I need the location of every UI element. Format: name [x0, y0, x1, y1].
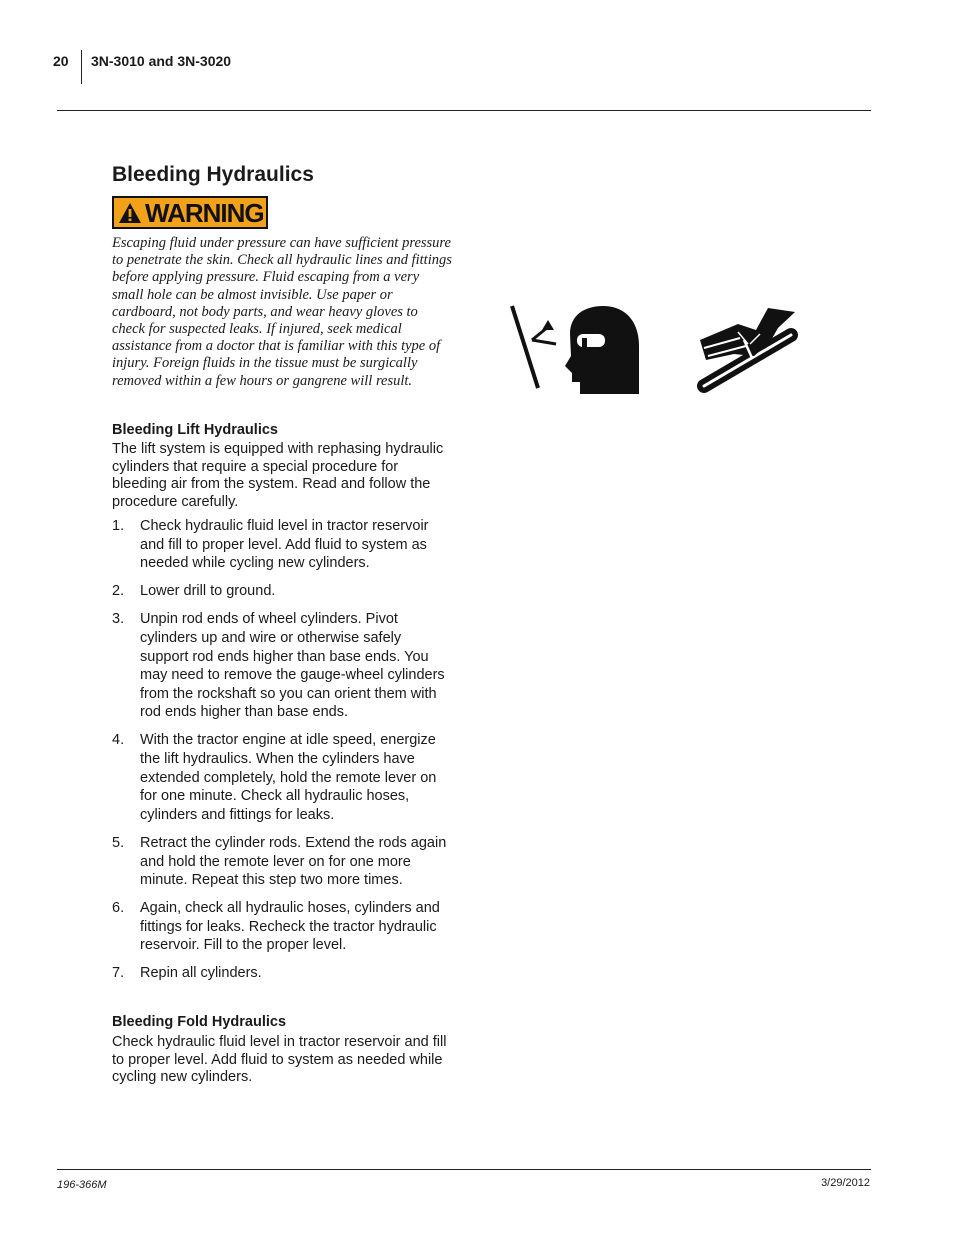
step-text: With the tractor engine at idle speed, energize the lift hydraulics. When the cylinders have extended completely, hold the remote lever on for one minute. Check all hydraulic hoses, cylinders and fittings for leaks.: [140, 732, 437, 823]
footer-rule: [57, 1169, 871, 1170]
warning-triangle-icon: [118, 202, 142, 224]
list-item: [112, 834, 452, 890]
lift-steps-list: [112, 517, 452, 993]
face-shield-icon: [512, 306, 639, 394]
list-item: [112, 964, 452, 983]
warning-badge: [112, 196, 268, 229]
step-number: 6.: [112, 900, 125, 917]
step-text: Repin all cylinders.: [140, 965, 262, 982]
step-text: Again, check all hydraulic hoses, cylinders and fittings for leaks. Recheck the tractor hydraulic reservoir. Fill to the proper level.: [140, 900, 440, 954]
step-number: 2.: [112, 583, 125, 600]
list-item: [112, 731, 452, 824]
header-rule: [57, 110, 871, 111]
page-number: 20: [53, 53, 69, 69]
list-item: [112, 517, 452, 573]
step-number: 1.: [112, 518, 125, 534]
warning-text: Escaping fluid under pressure can have sufficient pressure to penetrate the skin. Check all hydraulic lines and fittings before applying pressure. Fluid escaping from a very small hole can be almost invisible. Use paper or cardboard, not body parts, and wear heavy gloves to check for suspected leaks. If injured, seek medical assistance from a doctor that is familiar with this type of injury. Foreign fluids in the tissue must be surgically removed within a few hours or gangrene will result.: [112, 235, 452, 389]
hand-injection-icon: [700, 308, 795, 386]
fold-hydraulics-heading: Bleeding Fold Hydraulics: [112, 1014, 287, 1030]
revision-date: 3/29/2012: [821, 1177, 870, 1189]
step-number: 3.: [112, 611, 125, 628]
step-text: Lower drill to ground.: [140, 583, 276, 600]
lift-intro-text: The lift system is equipped with rephasing hydraulic cylinders that require a special procedure for bleeding air from the system. Read and follow the procedure carefully.: [112, 441, 444, 510]
document-title: 3N-3010 and 3N-3020: [91, 53, 232, 69]
list-item: [112, 582, 452, 601]
safety-illustration: [508, 300, 808, 400]
step-text: Retract the cylinder rods. Extend the rods again and hold the remote lever on for one more minute. Repeat this step two more times.: [140, 834, 447, 889]
step-text: Check hydraulic fluid level in tractor reservoir and fill to proper level. Add fluid to system as needed while cycling new cylinders.: [140, 518, 429, 572]
warning-label: WARNING: [145, 197, 264, 228]
step-text: Unpin rod ends of wheel cylinders. Pivot cylinders up and wire or otherwise safely support rod ends higher than base ends. You may need to remove the gauge-wheel cylinders from the rockshaft so you can orient them with rod ends higher than base ends.: [140, 611, 445, 721]
lift-hydraulics-heading: Bleeding Lift Hydraulics: [112, 422, 278, 438]
document-number: 196-366M: [57, 1179, 107, 1191]
step-number: 4.: [112, 732, 125, 749]
step-number: 7.: [112, 965, 125, 982]
fold-hydraulics-text: Check hydraulic fluid level in tractor reservoir and fill to proper level. Add fluid to system as needed while cycling new cylinders.: [112, 1034, 447, 1086]
section-title: Bleeding Hydraulics: [112, 163, 314, 186]
list-item: [112, 610, 452, 722]
list-item: [112, 899, 452, 955]
step-number: 5.: [112, 834, 125, 851]
header-divider: [81, 50, 82, 84]
